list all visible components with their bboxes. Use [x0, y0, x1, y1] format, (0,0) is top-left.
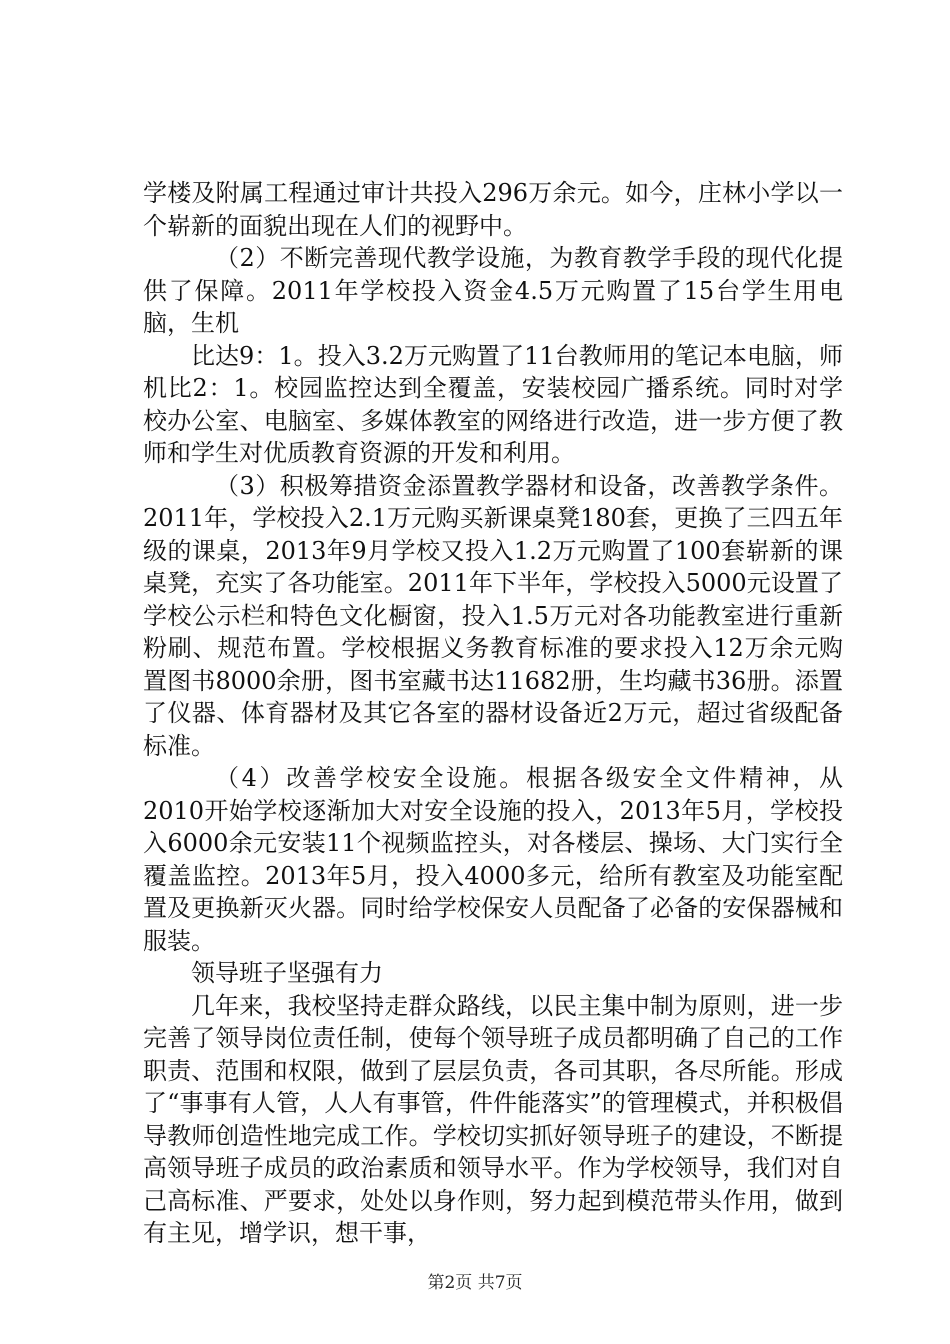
section-heading: 领导班子坚强有力 [191, 959, 383, 987]
paragraph-item-2-continued: 比达9：1。投入3.2万元购置了11台教师用的笔记本电脑，师机比2：1。校园监控达到全覆盖，安装校园广播系统。同时对学校办公室、电脑室、多媒体教室的网络进行改造，进一步方便了教师和学生对优质教育资源的开发和利用。 [143, 341, 843, 467]
paragraph-item-3: （3）积极筹措资金添置教学器材和设备，改善教学条件。2011年，学校投入2.1万元购买新课桌凳180套，更换了三四五年级的课桌，2013年9月学校又投入1.2万元购置了100套崭新的课桌凳，充实了各功能室。2011年下半年，学校投入5000元设置了学校公示栏和特色文化橱窗，投入1.5万元对各功能教室进行重新粉刷、规范布置。学校根据义务教育标准的要求投入12万余元购置图书8000余册，图书室藏书达11682册，生均藏书36册。添置了仪器、体育器材及其它各室的器材设备近2万元，超过省级配备标准。 [143, 471, 843, 760]
page-number-footer: 第2页 共7页 [427, 1273, 523, 1293]
paragraph-item-4: （4）改善学校安全设施。根据各级安全文件精神，从2010开始学校逐渐加大对安全设施的投入，2013年5月，学校投入6000余元安装11个视频监控头，对各楼层、操场、大门实行全覆盖监控。2013年5月，投入4000多元，给所有教室及功能室配置及更换新灭火器。同时给学校保安人员配备了必备的安保器械和服装。 [143, 764, 843, 955]
paragraph-continuation: 学楼及附属工程通过审计共投入296万余元。如今，庄林小学以一个崭新的面貌出现在人们的视野中。 [143, 179, 843, 240]
paragraph-leadership: 几年来，我校坚持走群众路线，以民主集中制为原则，进一步完善了领导岗位责任制，使每个领导班子成员都明确了自己的工作职责、范围和权限，做到了层层负责，各司其职，各尽所能。形成了“事事有人管，人人有事管，件件能落实”的管理模式，并积极倡导教师创造性地完成工作。学校切实抓好领导班子的建设，不断提高领导班子成员的政治素质和领导水平。作为学校领导，我们对自己高标准、严要求，处处以身作则，努力起到模范带头作用，做到有主见，增学识，想干事， [143, 991, 843, 1247]
paragraph-item-2: （2）不断完善现代教学设施，为教育教学手段的现代化提供了保障。2011年学校投入资金4.5万元购置了15台学生用电脑，生机 [143, 244, 843, 337]
document-body [143, 177, 843, 1250]
